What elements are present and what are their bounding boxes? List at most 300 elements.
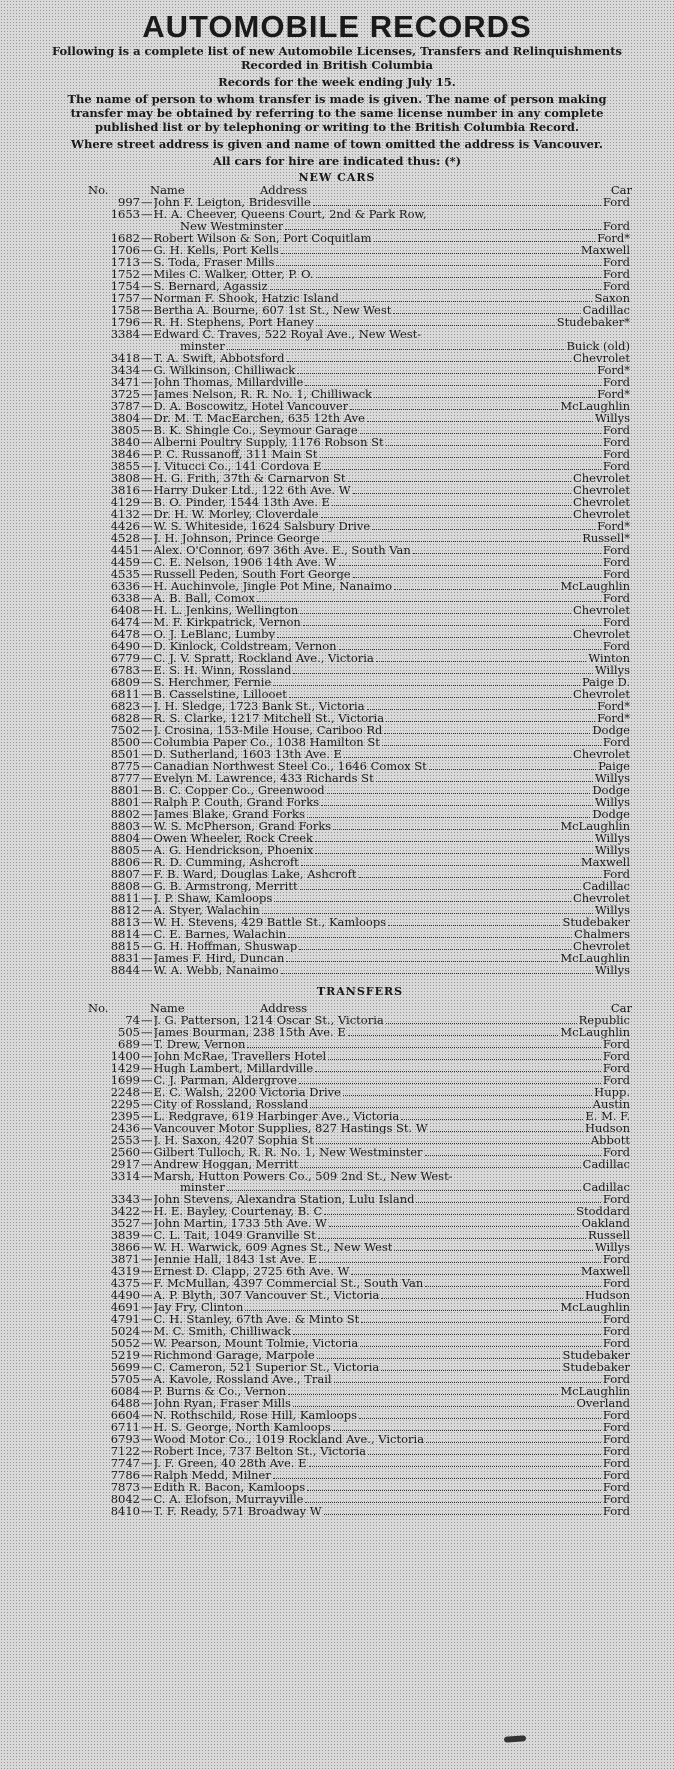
- record-row: [88, 857, 630, 869]
- record-row: [88, 929, 630, 941]
- leader-dots: [262, 912, 593, 914]
- record-row: [88, 593, 630, 605]
- record-row: [88, 497, 630, 509]
- leader-dots: [315, 1070, 601, 1072]
- record-car: Russell: [587, 1230, 630, 1243]
- leader-dots: [270, 288, 601, 290]
- record-entry: E. S. H. Winn, Rossland: [153, 664, 292, 677]
- record-row: [88, 1326, 630, 1338]
- record-entry: C. J. Parman, Aldergrove: [153, 1074, 298, 1087]
- record-car: Willys: [594, 904, 630, 917]
- leader-dots: [360, 1345, 601, 1347]
- leader-dots: [321, 804, 593, 806]
- leader-dots: [429, 768, 596, 770]
- leader-dots: [401, 1118, 583, 1120]
- record-dash: —: [141, 376, 153, 389]
- record-dash: —: [141, 1038, 153, 1051]
- leader-dots: [413, 552, 601, 554]
- record-entry: F. McMullan, 4397 Commercial St., South Van: [153, 1278, 424, 1291]
- record-number: 8501: [110, 748, 140, 761]
- record-car: Dodge: [592, 724, 630, 737]
- record-number: 6478: [110, 628, 140, 641]
- leader-dots: [321, 516, 571, 518]
- record-entry: Hugh Lambert, Millardville: [153, 1062, 314, 1075]
- record-number: 8802: [110, 808, 140, 821]
- record-row: [88, 1159, 630, 1171]
- leader-dots: [293, 1405, 575, 1407]
- record-entry: Robert Ince, 737 Belton St., Victoria: [153, 1446, 366, 1459]
- record-row: [88, 893, 630, 905]
- record-car: Austin: [592, 1098, 630, 1111]
- record-number: 505: [118, 1026, 140, 1039]
- record-row: [88, 797, 630, 809]
- record-number: 1758: [110, 304, 140, 317]
- record-row: [88, 1506, 630, 1518]
- record-entry: D. Sutherland, 1603 13th Ave. E: [153, 748, 342, 761]
- leader-dots: [227, 348, 565, 350]
- record-row: [88, 221, 630, 233]
- record-car: Cadillac: [582, 1182, 630, 1195]
- record-car: Maxwell: [580, 1266, 630, 1279]
- record-row: [88, 1314, 630, 1326]
- record-dash: —: [141, 1302, 153, 1315]
- record-entry: J. H. Johnson, Prince George: [153, 532, 320, 545]
- leader-dots: [322, 540, 581, 542]
- record-number: 8808: [110, 880, 140, 893]
- record-car: Ford: [602, 736, 630, 749]
- record-dash: —: [141, 209, 153, 221]
- record-car: Ford: [602, 592, 630, 605]
- record-entry: E. C. Walsh, 2200 Victoria Drive: [153, 1086, 341, 1099]
- record-entry: R. D. Cumming, Ashcroft: [153, 856, 299, 869]
- record-row: [88, 737, 630, 749]
- leader-dots: [281, 972, 593, 974]
- record-car: Ford: [602, 1062, 630, 1075]
- record-number: 6809: [110, 676, 140, 689]
- record-dash: —: [141, 364, 153, 377]
- record-number: 4691: [110, 1302, 140, 1315]
- record-number: 3434: [110, 364, 140, 377]
- record-entry: W. Pearson, Mount Tolmie, Victoria: [153, 1338, 359, 1351]
- record-car: Ford: [602, 424, 630, 437]
- record-number: 3725: [110, 388, 140, 401]
- record-number: 8815: [110, 940, 140, 953]
- record-row: [88, 569, 630, 581]
- record-car: Chevrolet: [572, 940, 630, 953]
- record-car: Studebaker: [562, 1350, 630, 1363]
- record-dash: —: [141, 388, 153, 401]
- record-dash: —: [141, 688, 153, 701]
- record-dash: —: [141, 916, 153, 929]
- intro-line: The name of person to whom transfer is made is given. The name of person making transfer may be obtained by referring to the same license number in any complete published list or by telephoning or writing to the British Columbia Record.: [67, 92, 607, 134]
- record-dash: —: [141, 1014, 153, 1027]
- intro-block: [0, 44, 674, 168]
- new-cars-column-header: [88, 184, 632, 197]
- record-entry: R. S. Clarke, 1217 Mitchell St., Victoria: [153, 712, 385, 725]
- transfers-heading-wrap: [88, 985, 632, 998]
- record-car: Ford: [602, 1470, 630, 1483]
- record-car: Overland: [576, 1398, 630, 1411]
- leader-dots: [361, 1321, 601, 1323]
- record-row: [88, 1099, 630, 1111]
- record-number: 6604: [110, 1410, 140, 1423]
- record-row: [88, 1434, 630, 1446]
- record-entry: James Nelson, R. R. No. 1, Chilliwack: [153, 388, 373, 401]
- record-entry: Ralph P. Couth, Grand Forks: [153, 796, 320, 809]
- record-car: Ford: [602, 1446, 630, 1459]
- record-entry: T. F. Ready, 571 Broadway W: [153, 1506, 322, 1519]
- record-car: Ford: [602, 1278, 630, 1291]
- record-car: Willys: [594, 772, 630, 785]
- record-car: Ford*: [597, 700, 630, 713]
- leader-dots: [351, 1273, 578, 1275]
- record-number: 1682: [110, 232, 140, 245]
- record-dash: —: [141, 544, 153, 557]
- record-row: [88, 1075, 630, 1087]
- leader-dots: [339, 648, 601, 650]
- leader-dots: [339, 564, 601, 566]
- record-row: [88, 521, 630, 533]
- leader-dots: [286, 960, 558, 962]
- record-number: 6474: [110, 616, 140, 629]
- record-entry: Russell Peden, South Fort George: [153, 568, 351, 581]
- record-row: [88, 1135, 630, 1147]
- leader-dots: [359, 1417, 601, 1419]
- record-car: Dodge: [592, 808, 630, 821]
- leader-dots: [393, 312, 580, 314]
- record-dash: —: [141, 1266, 153, 1279]
- leader-dots: [327, 792, 591, 794]
- record-car: Ford: [602, 640, 630, 653]
- leader-dots: [353, 576, 601, 578]
- record-dash: —: [141, 460, 153, 473]
- record-dash: —: [141, 1350, 153, 1363]
- record-number: 3527: [110, 1218, 140, 1231]
- record-entry: minster: [180, 340, 225, 353]
- record-number: 3343: [110, 1194, 140, 1207]
- record-number: 1653: [110, 209, 140, 221]
- record-entry: C. E. Barnes, Walachin: [153, 928, 287, 941]
- leader-dots: [299, 1082, 601, 1084]
- leader-dots: [318, 1237, 586, 1239]
- new-cars-section: [0, 171, 674, 977]
- record-number: 3840: [110, 436, 140, 449]
- leader-dots: [307, 816, 590, 818]
- record-entry: C. H. Stanley, 67th Ave. & Minto St: [153, 1314, 360, 1327]
- record-number: 3805: [110, 424, 140, 437]
- leader-dots: [324, 468, 601, 470]
- record-car: Cadillac: [582, 304, 630, 317]
- leader-dots: [384, 732, 590, 734]
- record-number: 4451: [110, 544, 140, 557]
- leader-dots: [274, 900, 571, 902]
- record-row: [88, 1470, 630, 1482]
- record-car: McLaughlin: [560, 820, 630, 833]
- leader-dots: [305, 1501, 600, 1503]
- record-row: [88, 281, 630, 293]
- leader-dots: [309, 1465, 601, 1467]
- record-row: [88, 533, 630, 545]
- record-number: 3314: [110, 1170, 140, 1183]
- record-row: [88, 1147, 630, 1159]
- record-car: Ford: [602, 1074, 630, 1087]
- record-row: [88, 1182, 630, 1194]
- record-row: [88, 1446, 630, 1458]
- record-dash: —: [141, 892, 153, 905]
- record-number: 5219: [110, 1350, 140, 1363]
- record-entry: P. Burns & Co., Vernon: [153, 1386, 287, 1399]
- record-entry: James F. Hird, Duncan: [153, 952, 285, 965]
- leader-dots: [245, 1309, 558, 1311]
- record-car: Willys: [594, 796, 630, 809]
- record-entry: minster: [180, 1182, 225, 1195]
- column-name: Name: [150, 1000, 185, 1015]
- record-row: [88, 1374, 630, 1386]
- record-number: 3846: [110, 448, 140, 461]
- record-row: [88, 689, 630, 701]
- record-row: [88, 197, 630, 209]
- record-dash: —: [141, 1410, 153, 1423]
- record-entry: W. S. Whiteside, 1624 Salsbury Drive: [153, 520, 371, 533]
- record-number: 1400: [110, 1050, 140, 1063]
- record-number: 3471: [110, 376, 140, 389]
- record-number: 2395: [110, 1110, 140, 1123]
- leader-dots: [360, 432, 601, 434]
- record-car: Willys: [594, 964, 630, 977]
- record-row: [88, 1494, 630, 1506]
- leader-dots: [388, 924, 560, 926]
- leader-dots: [300, 1166, 581, 1168]
- column-no: No.: [88, 183, 109, 197]
- record-dash: —: [141, 328, 153, 341]
- record-dash: —: [141, 568, 153, 581]
- record-car: McLaughlin: [560, 400, 630, 413]
- record-entry: Norman F. Shook, Hatzic Island: [153, 292, 339, 305]
- column-name: Name: [150, 183, 185, 197]
- record-entry: Richmond Garage, Marpole: [153, 1350, 315, 1363]
- record-entry: John Thomas, Millardville: [153, 376, 304, 389]
- record-entry: H. L. Jenkins, Wellington: [153, 604, 299, 617]
- new-cars-list: [88, 197, 630, 977]
- record-entry: L. Redgrave, 619 Harbinger Ave., Victoria: [153, 1110, 400, 1123]
- record-dash: —: [141, 508, 153, 521]
- record-car: Maxwell: [580, 244, 630, 257]
- record-number: 4490: [110, 1290, 140, 1303]
- leader-dots: [227, 1189, 581, 1191]
- record-number: 2248: [110, 1086, 140, 1099]
- record-dash: —: [141, 940, 153, 953]
- record-dash: —: [141, 1254, 153, 1267]
- record-entry: O. J. LeBlanc, Lumby: [153, 628, 275, 641]
- leader-dots: [317, 1357, 561, 1359]
- record-entry: N. Rothschild, Rose Hill, Kamloops: [153, 1410, 357, 1423]
- record-entry: Dr. M. T. MacEarchen, 635 12th Ave: [153, 412, 365, 425]
- record-row: [88, 1051, 630, 1063]
- record-number: 1699: [110, 1074, 140, 1087]
- record-number: 8814: [110, 928, 140, 941]
- record-car: Chevrolet: [572, 472, 630, 485]
- record-number: 5699: [110, 1362, 140, 1375]
- record-entry: J. H. Sledge, 1723 Bank St., Victoria: [153, 700, 365, 713]
- record-row: [88, 809, 630, 821]
- record-entry: H. E. Bayley, Courtenay, B. C: [153, 1206, 323, 1219]
- leader-dots: [394, 1249, 592, 1251]
- column-address: Address: [260, 183, 308, 197]
- record-car: Chevrolet: [572, 604, 630, 617]
- record-row: [88, 629, 630, 641]
- record-number: 6823: [110, 700, 140, 713]
- record-dash: —: [141, 472, 153, 485]
- leader-dots: [316, 276, 601, 278]
- record-dash: —: [141, 1374, 153, 1387]
- record-dash: —: [141, 412, 153, 425]
- leader-dots: [293, 1333, 601, 1335]
- record-row: [88, 1398, 630, 1410]
- record-entry: R. H. Stephens, Port Haney: [153, 316, 314, 329]
- leader-dots: [315, 852, 593, 854]
- transfers-list: [88, 1015, 630, 1519]
- record-car: Ford: [602, 1506, 630, 1519]
- record-number: 1757: [110, 292, 140, 305]
- record-entry: H. A. Cheever, Queens Court, 2nd & Park Row,: [153, 209, 427, 221]
- record-row: [88, 845, 630, 857]
- record-row: [88, 209, 630, 221]
- record-row: [88, 761, 630, 773]
- record-car: Ford: [602, 1422, 630, 1435]
- record-number: 4459: [110, 556, 140, 569]
- record-number: 6488: [110, 1398, 140, 1411]
- record-dash: —: [141, 448, 153, 461]
- record-dash: —: [141, 1110, 153, 1123]
- record-row: [88, 317, 630, 329]
- record-car: Paige D.: [581, 676, 630, 689]
- record-car: Republic: [578, 1014, 630, 1027]
- record-entry: S. Bernard, Agassiz: [153, 280, 268, 293]
- record-dash: —: [141, 424, 153, 437]
- record-dash: —: [141, 1494, 153, 1507]
- record-row: [88, 341, 630, 353]
- leader-dots: [333, 828, 558, 830]
- record-number: 1796: [110, 316, 140, 329]
- record-dash: —: [141, 880, 153, 893]
- record-car: Ford: [602, 568, 630, 581]
- record-dash: —: [141, 292, 153, 305]
- record-number: 2436: [110, 1122, 140, 1135]
- record-car: Abbott: [590, 1134, 630, 1147]
- record-row: [88, 653, 630, 665]
- leader-dots: [313, 204, 601, 206]
- record-entry: Ralph Medd, Milner: [153, 1470, 271, 1483]
- record-row: [88, 725, 630, 737]
- record-row: [88, 1266, 630, 1278]
- record-entry: S. Toda, Fraser Mills: [153, 256, 275, 269]
- record-dash: —: [141, 1230, 153, 1243]
- record-number: 4375: [110, 1278, 140, 1291]
- record-dash: —: [141, 1074, 153, 1087]
- record-number: 8813: [110, 916, 140, 929]
- record-number: 5024: [110, 1326, 140, 1339]
- record-row: [88, 1111, 630, 1123]
- record-car: Ford: [602, 197, 630, 209]
- record-row: [88, 1302, 630, 1314]
- record-entry: James Bourman, 238 15th Ave. E: [153, 1026, 346, 1039]
- record-entry: J. F. Green, 40 28th Ave. E: [153, 1458, 307, 1471]
- record-entry: F. B. Ward, Douglas Lake, Ashcroft: [153, 868, 357, 881]
- record-car: Ford: [602, 1338, 630, 1351]
- record-dash: —: [141, 280, 153, 293]
- leader-dots: [328, 1058, 601, 1060]
- leader-dots: [394, 588, 558, 590]
- record-row: [88, 257, 630, 269]
- record-dash: —: [141, 1170, 153, 1183]
- record-row: [88, 1254, 630, 1266]
- leader-dots: [368, 1453, 601, 1455]
- leader-dots: [376, 660, 587, 662]
- record-number: 4426: [110, 520, 140, 533]
- record-dash: —: [141, 820, 153, 833]
- record-dash: —: [141, 856, 153, 869]
- record-car: Willys: [594, 844, 630, 857]
- record-entry: Owen Wheeler, Rock Creek: [153, 832, 314, 845]
- record-car: Ford: [602, 220, 630, 233]
- leader-dots: [372, 528, 595, 530]
- record-entry: John Stevens, Alexandra Station, Lulu Island: [153, 1194, 415, 1207]
- record-entry: W. S. McPherson, Grand Forks: [153, 820, 332, 833]
- intro-line: All cars for hire are indicated thus: (*): [212, 154, 462, 168]
- record-row: [88, 677, 630, 689]
- record-car: McLaughlin: [560, 1386, 630, 1399]
- record-row: [88, 1386, 630, 1398]
- record-number: 1752: [110, 268, 140, 281]
- leader-dots: [348, 480, 571, 482]
- record-row: [88, 581, 630, 593]
- record-entry: Andrew Hoggan, Merritt: [153, 1158, 299, 1171]
- record-car: Cadillac: [582, 1158, 630, 1171]
- record-dash: —: [141, 712, 153, 725]
- record-car: Paige: [598, 760, 630, 773]
- record-entry: C. E. Nelson, 1906 14th Ave. W: [153, 556, 337, 569]
- record-dash: —: [141, 952, 153, 965]
- record-dash: —: [141, 1098, 153, 1111]
- record-car: Russell*: [582, 532, 630, 545]
- record-number: 6711: [110, 1422, 140, 1435]
- record-row: [88, 365, 630, 377]
- record-entry: Evelyn M. Lawrence, 433 Richards St: [153, 772, 374, 785]
- leader-dots: [247, 1046, 600, 1048]
- record-entry: Dr. H. W. Morley, Cloverdale: [153, 508, 319, 521]
- leader-dots: [386, 444, 601, 446]
- record-number: 3418: [110, 352, 140, 365]
- record-entry: A. G. Hendrickson, Phoenix: [153, 844, 314, 857]
- record-dash: —: [141, 1086, 153, 1099]
- record-number: 3871: [110, 1254, 140, 1267]
- leader-dots: [382, 744, 601, 746]
- record-entry: A. B. Ball, Comox: [153, 592, 255, 605]
- record-row: [88, 557, 630, 569]
- leader-dots: [273, 1477, 601, 1479]
- record-row: [88, 377, 630, 389]
- record-car: Winton: [588, 652, 630, 665]
- record-row: [88, 1290, 630, 1302]
- record-number: 2553: [110, 1134, 140, 1147]
- record-number: 3866: [110, 1242, 140, 1255]
- record-entry: J. Crosina, 153-Mile House, Cariboo Rd: [153, 724, 383, 737]
- record-dash: —: [141, 1194, 153, 1207]
- record-dash: —: [141, 1434, 153, 1447]
- record-car: McLaughlin: [560, 1026, 630, 1039]
- record-dash: —: [141, 1338, 153, 1351]
- leader-dots: [319, 1261, 601, 1263]
